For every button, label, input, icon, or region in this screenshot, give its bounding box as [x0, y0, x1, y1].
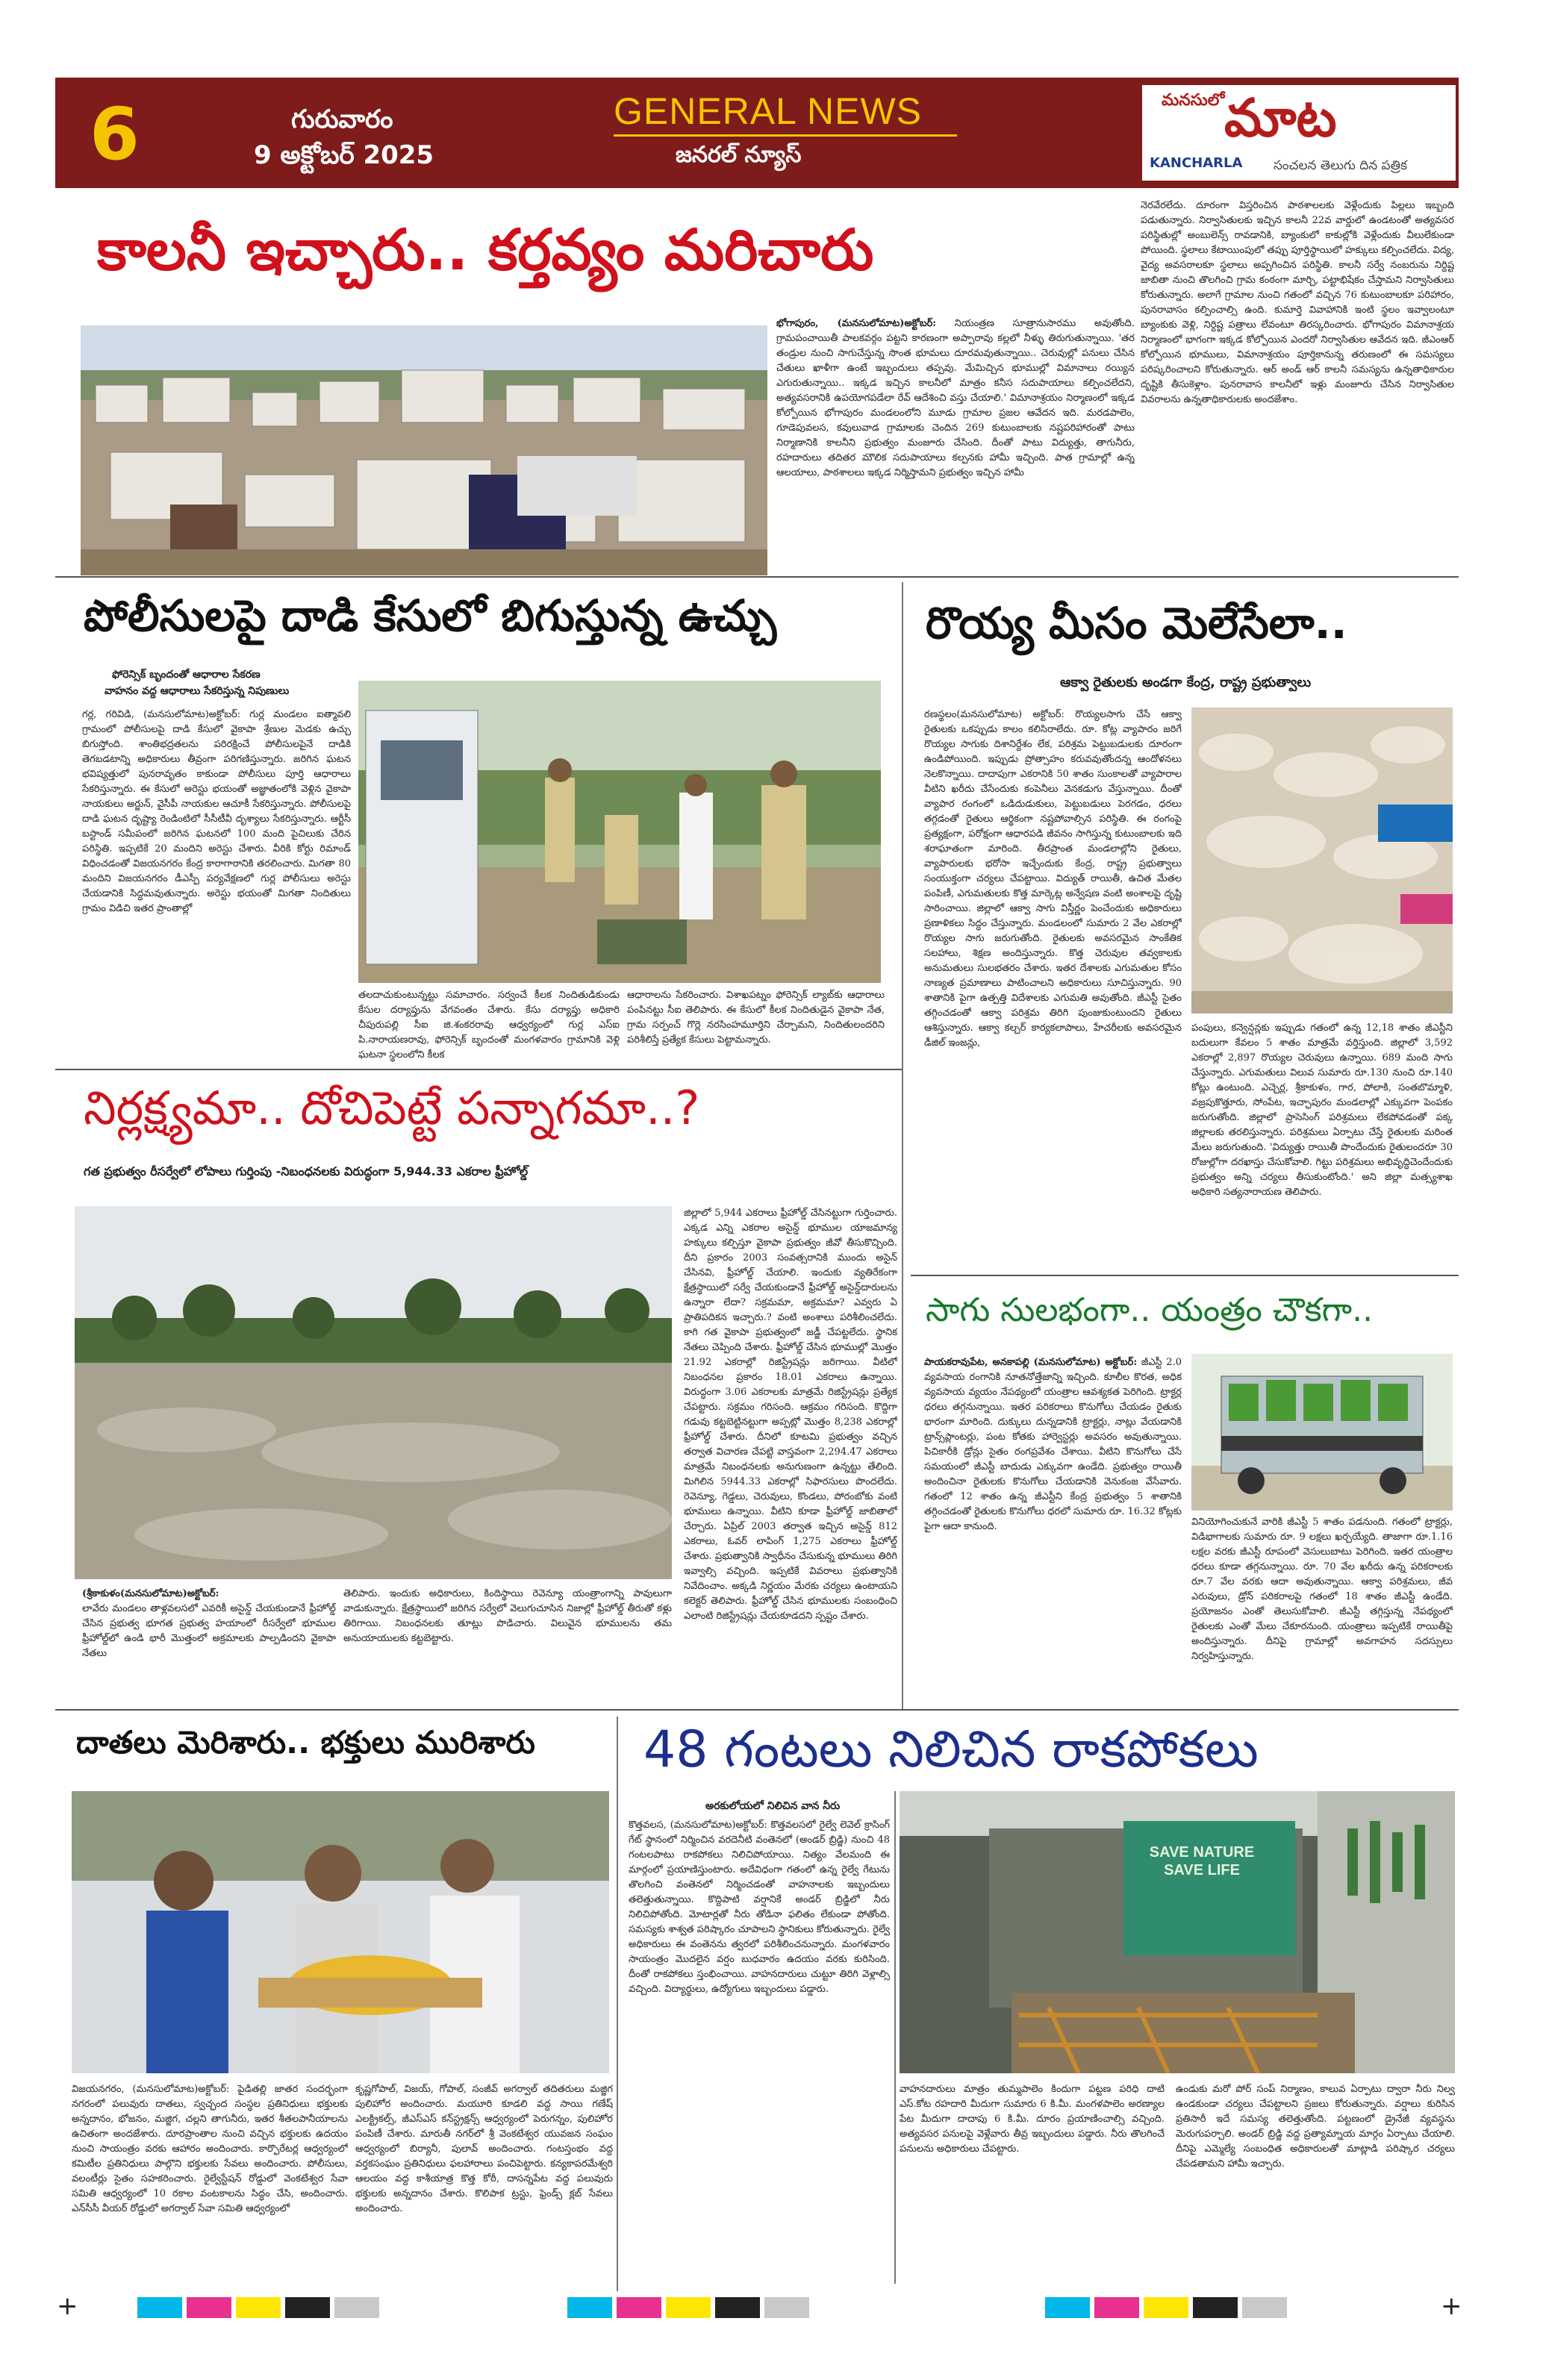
column-divider-1	[902, 582, 903, 1709]
divider-bottom	[55, 1709, 1459, 1711]
page-number: 6	[90, 93, 140, 176]
section-title-telugu: జనరల్ న్యూస్	[676, 142, 802, 168]
section-divider	[614, 134, 957, 137]
colony-body-column-1	[776, 316, 1135, 570]
traffic-body-column-2: వాహనదారులు మాత్రం తుమ్మపాలెం కిందుగా పట్టణ పరిధి దాటి ఎస్.కోట రహదారి మీదుగా సుమారు 6 కి.మీ. మంగళపాలెం అరణ్యాల పేట మీదుగా దాదాపు 6 కి.మీ. దూరం ప్రయాణించాల్సి వచ్చింది. అత్యవసర పనులపై వెళ్లేవారు తీవ్ర ఇబ్బందులు పడ్డారు. నీరు తొలగించే పనులను అధికారులు చేపట్టారు.	[900, 2084, 1165, 2155]
police-body-column-3: ఆధారాలను సేకరించారు. విశాఖపట్నం ఫోరెన్సిక్ ల్యాబ్‌కు ఆధారాలు పంపినట్టు సీఐ తెలిపారు. ఈ కేసులో కీలక నిందితుడైన వైకాపా నేత, గ్రామ సర్పంచ్ గొర్లె నరసింహమూర్తిని చేర్చామని, నిందితులందరిని పరిశీలిస్తే ప్రత్యేక కేసులు పెట్టామన్నారు.	[627, 990, 885, 1046]
color-bar-4	[285, 2297, 330, 2318]
shrimp-body-column-2: పంపులు, కన్వెన్షన్లకు ఇప్పుడు గతంలో ఉన్న 12,18 శాతం జీఎస్టీని బదులుగా కేవలం 5 శాతం మాత్రమే వర్తిస్తుంది. జిల్లాలో 3,592 ఎకరాల్లో 2,897 రొయ్యల చెరువులు ఉన్నాయి. 689 మంది సాగు చేస్తున్నారు. ఎగుమతులు విలువ సుమారు రూ.130 నుంచి రూ.140 కోట్లు ఉంటుంది. ఎచ్చెర్ల, శ్రీకాకుళం, గార, పోలాకి, సంతబొమ్మాళి, వజ్రపుకొత్తూరు, సోంపేట, ఇచ్ఛాపురం మండలాల్లో ఎక్కువగా పెంపకం జరుగుతోంది. జిల్లాలో ప్రాసెసింగ్ పరిశ్రమలు లేకపోవడంతో పక్క జిల్లాలకు తరలిస్తున్నారు. పరిశ్రమలు ఏర్పాటు చేస్తే రైతులకు మరింత మేలు జరుగుతుంది. 'విద్యుత్తు రాయితీ పొందేందుకు రైతులందరూ 30 రోజుల్లోగా దరఖాస్తు చేసుకోవాలి. గిట్టు పరిశ్రమలు అభివృద్ధిచెందేందుకు ప్రభుత్వం అన్ని చర్యలు తీసుకుంటోంది.' అని జిల్లా మత్స్యశాఖ అధికారి సత్యనారాయణ తెలిపారు.	[1191, 1022, 1453, 1198]
color-bar-15	[1242, 2297, 1287, 2318]
color-bar-11	[1045, 2297, 1090, 2318]
farming-photo	[1191, 1354, 1453, 1511]
color-bar-12	[1094, 2297, 1139, 2318]
registration-mark-right: +	[1441, 2291, 1462, 2321]
negligence-subhead: గత ప్రభుత్వం రీసర్వేలో లోపాలు గుర్తింపు -నిబంధనలకు విరుద్ధంగా 5,944.33 ఎకరాల ఫ్రీహోల్డ్	[84, 1164, 529, 1178]
police-photo	[358, 681, 881, 983]
donors-headline: దాతలు మెరిశారు.. భక్తులు మురిశారు	[76, 1724, 535, 1761]
color-bar-14	[1193, 2297, 1238, 2318]
logo-brand: KANCHARLA	[1150, 155, 1243, 171]
traffic-body-column-3: ఉండుకు మరో పోర్ సంప్ నిర్మాణం, కాలువ ఏర్పాటు ద్వారా నీరు నిల్వ ఉండకుండా చర్యలు చేపట్టాలని ప్రజలు కోరుతున్నారు. వర్షాలు కురిసిన ప్రతిసారీ ఇదే సమస్య తలెత్తుతోంది. పట్టణంలో డ్రైనేజీ వ్యవస్థను మెరుగుపర్చాలి. అండర్ బ్రిడ్జి వద్ద ప్రత్యామ్నాయ మార్గం ఏర్పాటు చేయాలి. దీనిపై ఎమ్మెల్యే సంబంధిత అధికారులతో మాట్లాడి పరిష్కార చర్యలు చేపడతామని హామీ ఇచ్చారు.	[1176, 2084, 1455, 2170]
negligence-body-column-2: తెలిపారు. ఇందుకు అధికారులు, కిందిస్థాయి రెవెన్యూ యంత్రాంగాన్ని పావులుగా వాడుకున్నారు. క్షేత్రస్థాయిలో జరిగిన సర్వేలో వెలుగుచూసిన నిజాల్లో ఫ్రీహోల్డ్ తీరుతో కళ్లు తిరిగాయి. నిబంధనలకు తూట్లు పొడిచారు. విలువైన భూములను తమ అనుయాయులకు కట్టబెట్టారు.	[343, 1588, 672, 1644]
logo-tagline: సంచలన తెలుగు దిన పత్రిక	[1274, 158, 1407, 173]
donors-photo	[72, 1791, 609, 2073]
farming-dateline: పాయకరావుపేట, అనకాపల్లి (మనసులోమాట) అక్టోబర్:	[924, 1357, 1138, 1368]
negligence-body-column-1: లావేరు మండలం తాళ్లవలసలో ఎవరికీ అసైన్డ్ చేయకుండానే ఫ్రీహోల్డ్ చేసిన ప్రభుత్వ భూగత ప్రభుత్వ హయాంలో రీసర్వేలో భూముల ఫ్రీహోల్డ్‌లో ఉండి భారీ మొత్తంలో అక్రమాలకు పాల్పడిందని వైకాపా నేతలు	[82, 1603, 336, 1659]
negligence-photo	[75, 1206, 672, 1579]
police-subhead-1: ఫోరెన్సిక్ బృందంతో ఆధారాల సేకరణ	[112, 669, 261, 681]
farming-body-column-1	[924, 1355, 1182, 1699]
divider-middle-left	[55, 1069, 902, 1070]
divider-shrimp-farming	[911, 1275, 1459, 1276]
shrimp-subhead: ఆక్వా రైతులకు అండగా కేంద్ర, రాష్ట్ర ప్రభుత్వాలు	[1060, 675, 1312, 690]
police-headline: పోలీసులపై దాడి కేసులో బిగుస్తున్న ఉచ్చు	[84, 590, 777, 641]
police-body-column-1: గర్ల, గరివిడి, (మనసులోమాట)అక్టోబర్: గుర్ల మండలం ఐత్మావలి గ్రామంలో పోలీసులపై దాడి కేసులో వైకాపా శ్రేణుల మెడకు ఉచ్చు బిగుస్తోంది. శాంతిభద్రతలను పరిరక్షించే పోలీసులపైనే దాడికి తెగబడటాన్ని అధికారులు తీవ్రంగా పరిగణిస్తున్నారు. జరిగిన ఘటన భవిష్యత్తులో పునరావృతం కాకుండా పోలీసులు పూర్తి ఆధారాలు సేకరిస్తున్నారు. ఈ కేసులో అరెస్టు భయంతో అజ్ఞాతంలోకి వెళ్లిన వైకాపా నాయకులు అర్జున్, వైసీపీ నాయకుల ఆచూకీ సేకరిస్తున్నారు. పోలీసులపై దాడి ఘటన దృష్ట్యా రెండింటిలో సీసీటీవీ దృశ్యాలు సేకరిస్తున్నారు. ఆర్టీసీ బస్టాండ్‌ సమీపంలో జరిగిన ఘటనలో 100 మంది పైచిలుకు చేరిన పరిస్థితి. ఇప్పటికే 20 మందిని అరెస్టు చేశారు. వీరికి కోర్టు రిమాండ్ విధించడంతో విజయనగరం కేంద్ర కారాగారానికి తరలించారు. మిగతా 80 మందిని విజయనగరం డీఎస్పీ పర్యవేక్షణలో గుర్ల పోలీసులు అరెస్టు చేయడానికి సిద్ధమవుతున్నారు. అరెస్టు భయంతో మిగతా నిందితులు గ్రామం విడిచి ఇతర ప్రాంతాల్లో	[82, 709, 351, 914]
color-bar-5	[334, 2297, 379, 2318]
save-nature-sign: SAVE NATURE SAVE LIFE	[1149, 1844, 1255, 1878]
color-bar-2	[187, 2297, 231, 2318]
color-bar-13	[1144, 2297, 1188, 2318]
donors-body-column-2: కృష్ణగోపాల్, విజయ్, గోపాల్, సంజీవ్ అగర్వాల్ తదితరులు మజ్జిగ పులిహోర అందించారు. మయూరి కూడలి వద్ద సాయి గణేష్ ఎలక్ట్రికల్స్, జీఎస్ఎస్ కన్‌స్ట్రక్షన్స్ ఆధ్వర్యంలో పెరుగన్నం, పులిహోర పంపిణీ చేశారు. మారుతీ నగర్‌లో శ్రీ వెంకటేశ్వర యువజన సంఘం ఆధ్వర్యంలో బిర్యానీ, పులావ్ అందించారు. గంటస్తంభం వద్ద వర్తకసంఘం ప్రతినిధులు ఫలహారాలు పంచిపెట్టారు. కన్యకాపరమేశ్వరి ఆలయం వద్ద కాశీయాత్ర కొత్త కోఠీ, దాసన్నపేట వద్ద పలువురు భక్తులకు అన్నదానం చేశారు. కొలిపాక ట్రస్టు, ఫ్రెండ్స్ క్లబ్ సేవలు అందించారు.	[355, 2084, 613, 2214]
negligence-body-column-3: జిల్లాలో 5,944 ఎకరాలు ఫ్రీహోల్డ్ చేసినట్టుగా గుర్తించారు. ఎక్కడ ఎన్ని ఎకరాల అసైన్డ్ భూముల యాజమాన్య హక్కులు కల్పిస్తూ వైకాపా ప్రభుత్వం జీవో తీసుకొచ్చింది. దీని ప్రకారం 2003 సంవత్సరానికి ముందు అసైన్ చేసినవి, ఫ్రీహోల్డ్ చేయాలి. ఇందుకు వ్యతిరేకంగా క్షేత్రస్థాయిలో సర్వే చేయకుండానే ఫ్రీహోల్డ్ అసైన్డ్‌దారులను ఉన్నారా లేదా? సక్రమమా, అక్రమమా? ఎవ్వరు ఏ ప్రాతిపదికన ఇచ్చారు.? వంటి అంశాలు పరిశీలించలేదు. కాగి గత వైకాపా ప్రభుత్వంలో జడ్జీ చేపట్టలేదు. స్థానిక నేతలు చెప్పింది చేశారు. ఫ్రీహోల్డ్ చేసిన భూముల్లో మొత్తం 21.92 ఎకరాల్లో రిజిస్ట్రేషన్లు జరిగాయి. వీటిలో నిబంధనల ప్రకారం 18.01 ఎకరాలు ఉన్నాయి. విరుద్ధంగా 3.06 ఎకరాలకు మాత్రమే రిజిస్ట్రేషన్లు ప్రత్యేక చేపట్టారు. సక్రమం గరిసంది. ఆక్రమం గరిసంది. కొద్దిగా గడువు కట్టబెట్టినట్టుగా అప్పట్లో మొత్తం 8,238 ఎకరాల్లో ఫ్రీహోల్డ్ చేశారు. దీనిలో కూటమి ప్రభుత్వం వచ్చిన తర్వాత విచారణ చేపట్టి వాస్తవంగా 2,294.47 ఎకరాలు మాత్రమే నిబంధనలకు అనుగుణంగా ఉన్నట్టు తేలింది. మిగిలిన 5944.33 ఎకరాల్లో సిఫారసులు పొందలేదు. రెవెన్యూ, గెడ్డలు, చెరువులు, కొండలు, పోరంబోకు వంటి భూములు ఉన్నాయి. వీటిని కూడా ఫ్రీహోల్డ్ జాబితాలో చేర్చారు. ఏప్రిల్ 2003 తర్వాత ఇచ్చిన అసైన్డ్ 812 ఎకరాలు, ఓవర్ లాపింగ్ 1,275 ఎకరాలు ఫ్రీహోల్డ్ చేశారు. ప్రభుత్వానికి స్వాధీనం చేసుకున్న భూములు తిరిగి ఇవ్వాల్సి వచ్చింది. ఇప్పటికే వివరాలు ప్రభుత్వానికి నివేదించాం. అక్కడి నిర్ణయం మేరకు చర్యలు ఉంటాయని కలెక్టర్ తెలిపారు. ఫ్రీహోల్డ్ చేసిన భూములకు సంబంధించి ఎలాంటి రిజిస్ట్రేషన్లు చేయకూడదని స్పష్టం చేశారు.	[684, 1208, 897, 1622]
traffic-subhead: అరకులోయలో నిలిచిన వాన నీరు	[705, 1800, 841, 1812]
donors-body-column-1: విజయనగరం, (మనసులోమాట)అక్టోబర్: పైడితల్లి జాతర సందర్భంగా నగరంలో పలువురు దాతలు, స్వచ్ఛంద సంస్థల ప్రతినిధులు భక్తులకు అన్నదానం, భోజనం, మజ్జిగ, చల్లని తాగునీరు, ఇతర శీతలపానీయాలను ఉచితంగా అందజేశారు. దూరప్రాంతాల నుంచి వచ్చిన భక్తులకు ఉదయం నుంచి సాయంత్రం వరకు ఆహారం అందించారు. కార్పొరేటర్ల ఆధ్వర్యంలో కమిటీల ప్రతినిధులు పాల్గొని భక్తులకు సేవలు అందించారు. పోలీసులు, వలంటీర్లు సైతం సహకరించారు. రైల్వేస్టేషన్ రోడ్డులో వెంకటేశ్వర సేవా సమితి ఆధ్వర్యంలో 10 రకాల వంటకాలను సిద్ధం చేసి, అందించారు. ఎన్‌సీసీ వీయర్ రోడ్డులో అగర్వాల్ సేవా సమితి ఆధ్వర్యంలో	[72, 2084, 348, 2214]
negligence-caption: (శ్రీకాకుళం(మనసులోమాట)అక్టోబర్:	[82, 1588, 219, 1599]
traffic-photo	[900, 1791, 1455, 2073]
color-bar-8	[666, 2297, 711, 2318]
police-body-column-2: తలదాచుకుంటున్నట్టు సమాచారం. సర్వంచే కీలక నిందితుడికుండు కేసుల దర్యాప్తును వేగవంతం చేశారు. కేసు దర్యాప్తు అధికారి చీపురుపల్లి సీఐ జి.శంకరరావు ఆధ్వర్యంలో గుర్ల ఎస్ఐ పి.నారాయణరావు, ఫోరెన్సిక్ బృందంతో మంగళవారం గ్రామానికి వెళ్లి ఘటనా స్థలంలోని కీలక	[358, 990, 620, 1061]
colony-dateline: భోగాపురం, (మనసులోమాట)అక్టోబర్:	[776, 318, 937, 329]
colony-headline: కాలనీ ఇచ్చారు.. కర్తవ్యం మరిచారు	[97, 216, 874, 283]
issue-day: గురువారం	[291, 104, 393, 134]
shrimp-headline: రొయ్య మీసం మెలేసేలా..	[926, 598, 1347, 649]
traffic-body-column-1: కొత్తవలస, (మనసులోమాట)అక్టోబర్: కొత్తవలసలో రైల్వే లెవెల్ క్రాసింగ్ గేట్ స్థానంలో నిర్మించిన వరదెనీటి వంతెనలో (అండర్ బ్రిడ్జి) నుంచి 48 గంటలపాటు రాకపోకలు నిలిచిపోయాయి. నిత్యం వేలమంది ఈ మార్గంలో ప్రయాణిస్తుంటారు. అదేవిధంగా గతంలో ఉన్న రైల్వే గేటును తొలగించి వంతెనలో నిర్మించడంతో వాహనాలకు ఇబ్బందులు తలెత్తుతున్నాయి. కొద్దిపాటి వర్షానికే అండర్ బ్రిడ్జిలో నీరు నిలిచిపోతోంది. మోటార్లతో నీరు తోడినా ఫలితం లేకుండా పోతోంది. సమస్యకు శాశ్వత పరిష్కారం చూపాలని స్థానికులు కోరుతున్నారు. రైల్వే అధికారులు ఈ వంతెనను త్వరలో పరిశీలించనున్నారు. మంగళవారం సాయంత్రం మొదలైన వర్షం బుధవారం ఉదయం వరకు కురిసింది. దీంతో రాకపోకలు స్తంభించాయి. వాహనదారులు చుట్టూ తిరిగి వెళ్లాల్సి వచ్చింది. విద్యార్థులు, ఉద్యోగులు ఇబ్బందులు పడ్డారు.	[629, 1820, 890, 1995]
color-bar-1	[137, 2297, 182, 2318]
logo-prefix: మనసులో	[1162, 91, 1225, 110]
logo-wordmark: మాట	[1224, 87, 1337, 149]
colony-body-column-2: నెరవేరలేదు. దూరంగా విస్తరించిన పాఠశాలలకు వెళ్లేందుకు పిల్లలు ఇబ్బంది పడుతున్నారు. నిర్వాసితులకు ఇచ్చిన కాలనీ 22వ వార్డులో ఉండటంతో అత్యవసర పరిస్థితుల్లో అంబులెన్స్ రావడానికి, బ్యాంకులో కాకుల్లోకి వెళ్లేందుకు వీలులేకుండా పోయింది. స్థలాలు కేటాయింపులో తప్పు పూర్తిస్థాయిలో హక్కులు కల్పించలేదు. విద్య, వైద్య అవసరాలకూ స్థలాలు అప్పగించిన పరిస్థితి. కాలనీ సర్వే నంబరును నిర్దిష్ట జాబితా నుంచి తొలగించి గ్రామ కంఠంగా మార్చి, పట్టాభిషేకం చేస్తామని నిర్వాసితులు కోరుతున్నారు. అలాగే గ్రామాల నుంచి గతంలో వచ్చిన 76 కుటుంబాలకూ పరిహారం, పునరావాసం కల్పించాల్సి ఉంది. కుమార్తె వివాహానికి ఇంటి స్థలం ఇవ్వాలంటూ బ్యాంకుకు వెళ్లి, నిర్దిష్ట పత్రాలు లేవంటూ తిరస్కరించారు. భోగాపురం విమానాశ్రయ నిర్మాణంలో భాగంగా ఇక్కడ కోల్పోయిన ఎందరో నిర్వాసితుల ఆవేదన ఇది. జీఎంఆర్ కోల్పోయిన భూములు, విమానాశ్రయం పూర్తికానున్న తరుణంలో ఈ సమస్యలు పరిష్కరించాలని కోరుతున్నారు. ఆర్ అండ్ ఆర్ కాలనీ సమస్యను ఉన్నతాధికారుల దృష్టికి తీసుకెళ్లాం. పునరావాస కాలనీలో ఇళ్లు మంజూరు చేసిన నిర్వాసితుల వివరాలను ఉన్నతాధికారులకు అందజేశాం.	[1141, 200, 1454, 405]
farming-body-column-2: వినియోగించుకునే వారికి జీఎస్టీ 5 శాతం పడనుంది. గతంలో ట్రాక్టర్లు, విడిభాగాలకు సుమారు రూ. 9 లక్షలు ఖర్చయ్యేది. తాజాగా రూ.1.16 లక్షల వరకు జీఎస్టీ రూపంలో వెసులుబాటు పెరిగింది. ఇతర యంత్రాల ధరలు కూడా తగ్గనున్నాయి. రూ. 70 వేల ఖరీదు ఉన్న పరికరాలకు రూ.7 వేల వరకు ఆదా అవుతున్నాయి. ఆక్వా పరిశ్రమలు, జీవ ఎరువులు, డ్రోన్ పరికరాలపై గతంలో 18 శాతం జీఎస్టీ ఉండేది. ప్రయోజనం ఎంతో తెలుసుకోవాలి. జీఎస్టీ తగ్గిస్తున్న నేపథ్యంలో రైతులకు ఎంతో మేలు చేకూరనుంది. యంత్రాలు ఇప్పటికే రాయితీపై అందిస్తున్నారు. దీనిపై గ్రామాల్లో అవగాహన సదస్సులు నిర్వహిస్తున్నారు.	[1191, 1517, 1453, 1662]
negligence-headline: నిర్లక్ష్యమా.. దోచిపెట్టే పన్నాగమా..?	[84, 1081, 700, 1135]
shrimp-photo	[1191, 708, 1453, 1013]
police-subhead-2: వాహనం వద్ద ఆధారాలు సేకరిస్తున్న నిపుణులు	[105, 685, 290, 697]
column-divider-2	[617, 1717, 618, 2291]
traffic-headline: 48 గంటలు నిలిచిన రాకపోకలు	[643, 1720, 1259, 1779]
color-bar-10	[764, 2297, 809, 2318]
divider-top	[55, 576, 1459, 578]
section-title-english: GENERAL NEWS	[614, 90, 923, 132]
issue-date: 9 అక్టోబర్ 2025	[254, 140, 434, 170]
color-bar-3	[236, 2297, 281, 2318]
color-bar-7	[617, 2297, 661, 2318]
registration-mark-left: +	[57, 2291, 78, 2321]
color-bar-9	[715, 2297, 760, 2318]
colony-body-a: నియంత్రణ సూత్రానుసారము అవుతోంది. గ్రామపంచాయితీ పాలకవర్గం పట్టని కారణంగా అప్పారావు కల్లలో నీళ్ళు తిరుగుతున్నాయి. 'తర తండ్రుల నుంచి సాగుచేస్తున్న సొంత భూమలు దూరమవుతున్నాయి.. చెరువుల్లో పనులు చేసిన చేతులు ఖాళీగా ఉంటే ఇబ్బందులు తప్పవు. మేమిచ్చిన భూముల్లో విమానాలు రయ్యిన ఎగురుతున్నాయి.. ఇక్కడ ఇచ్చిన కాలనీలో మాత్రం కనీస సదుపాయాలు కల్పించలేదని, అత్యవసరానికి ఉపయోగపడేలా రేవ్ ఆదేశించి వస్తు చేయాలి.' విమానాశ్రయం నిర్మాణంలో ఇక్కడ కోల్పోయిన భోగాపురం మండలంలోని మూడు గ్రామాల ప్రజల ఆవేదన ఇది. మరడపాలెం, గూడెపువలస, కవులువాడ గ్రామాలకు చెందిన 269 కుటుంబాలకు నష్టపరిహారంతో పాటు నిర్మాణానికి కాలనీని ప్రభుత్వం మంజూరు చేసింది. దీంతో పాటు విద్యుత్తు, తాగునీరు, రహదారులు తదితర మౌలిక సదుపాయాలు కల్పనకు హామీ ఇచ్చింది. పాత గ్రామాల్లో ఉన్న ఆలయాలు, పాఠశాలలు ఇక్కడ నిర్మిస్తామని ప్రభుత్వం ఇచ్చిన హామీ	[776, 318, 1135, 478]
farming-headline: సాగు సులభంగా.. యంత్రం చౌకగా..	[926, 1291, 1374, 1329]
farming-body-a: జీఎస్టీ 2.0 వ్యవసాయ రంగానికి నూతనోత్తేజాన్ని ఇచ్చింది. కూలీల కొరత, అధిక వ్యవసాయ వ్యయం నేపథ్యంలో యంత్రాల ఆవశ్యకత పెరిగింది. ట్రాక్టర్ల ధరలు తగ్గనున్నాయి. ఇతర పరికరాలు కొనుగోలు చేయడం రైతుకు భారంగా మారింది. దుక్కులు దున్నడానికి ట్రాక్టర్లు, నాట్లు వేయడానికి ట్రాన్స్‌ప్లాంటర్లు, పంట కోతకు హార్వెస్టర్లు అవసరం అవుతున్నాయి. పిచికారీకి డ్రోన్లు సైతం రంగప్రవేశం చేశాయి. వీటిని కొనుగోలు చేసే సమయంలో జీఎస్టీ బాదుడు ఎక్కువగా ఉండేది. ప్రభుత్వం రాయితీ అందించినా రైతులకు కొనుగోలు చేయడానికి వెనుకంజ వేసేవారు. గతంలో 12 శాతం ఉన్న జీఎస్టీని కేంద్ర ప్రభుత్వం 5 శాతానికి తగ్గించడంతో రైతులకు కొనుగోలు ధరలో సుమారు రూ. 16.32 కోట్లకు పైగా ఆదా కానుంది.	[924, 1357, 1182, 1532]
colony-photo	[81, 325, 767, 575]
color-bar-6	[567, 2297, 612, 2318]
shrimp-body-column-1: రణస్థలం(మనసులోమాట) అక్టోబర్: రొయ్యలసాగు చేసే ఆక్వా రైతులకు ఒకప్పుడు కాలం కలిసిరాలేదు. రూ. కోట్ల వ్యాపారం జరిగే రొయ్యల సాగుకు దిశానిర్దేశం లేక, పరిశ్రమ పెట్టుబడులకు దూరంగా ఉండిపోయింది. ఇప్పుడు ప్రోత్సాహం కరువవుతోందన్న ఆందోళనలు నెలకొన్నాయి. దాదాపుగా ఎకరానికి 50 శాతం సుంకాలతో వ్యాపారాల వీటిని ఖరీదు చేసేందుకు కంపెనీలు వెనకడుగు వేస్తున్నాయి. దీంతో వ్యాపార రంగంలో ఒడిదుడుకులు, పెట్టుబడులు పెరగడం, ధరలు తగ్గడంతో రైతులు ఆర్థికంగా నష్టపోవాల్సిన పరిస్థితి. ఈ రంగంపై ప్రత్యక్షంగా, పరోక్షంగా ఆధారపడి జీవనం సాగిస్తున్న కుటుంబాలకు ఇది శరాఘాతంగా మారింది. తీరప్రాంత మండలాల్లోని రైతులు, వ్యాపారులకు భరోసా ఇచ్చేందుకు కేంద్ర, రాష్ట్ర ప్రభుత్వాలు సంయుక్తంగా చర్యలు చేపట్టాయి. విద్యుత్ రాయితీ, ఉచిత మేతల పంపిణీ, ఎగుమతులకు కొత్త మార్కెట్ల అన్వేషణ వంటి అంశాలపై దృష్టి సారించాయి. జిల్లాలో ఆక్వా సాగు విస్తీర్ణం పెంచేందుకు అధికారులు ప్రణాళికలు సిద్ధం చేస్తున్నారు. మండలంలో సుమారు 2 వేల ఎకరాల్లో రొయ్యల సాగు జరుగుతోంది. రైతులకు అవసరమైన సాంకేతిక సలహాలు, శిక్షణ అందిస్తున్నారు. కొత్త చెరువుల తవ్వకాలకు అనుమతులు సులభతరం చేశారు. ఇతర దేశాలకు ఎగుమతుల కోసం నాణ్యత ప్రమాణాలు పాటించాలని అధికారులు సూచిస్తున్నారు. 90 శాతానికి పైగా ఉత్పత్తి విదేశాలకు ఎగుమతి అవుతోంది. జీఎస్టీ సైతం తగ్గించడంతో ఆక్వా పరిశ్రమ తిరిగి పుంజుకుంటుందని రైతులు ఆశిస్తున్నారు. ఆక్వా కల్చర్ కార్యకలాపాలు, హేచరీలకు అవసరమైన డీజిల్ ఇంజన్లు,	[924, 709, 1182, 1049]
column-divider-3	[894, 1791, 896, 2284]
